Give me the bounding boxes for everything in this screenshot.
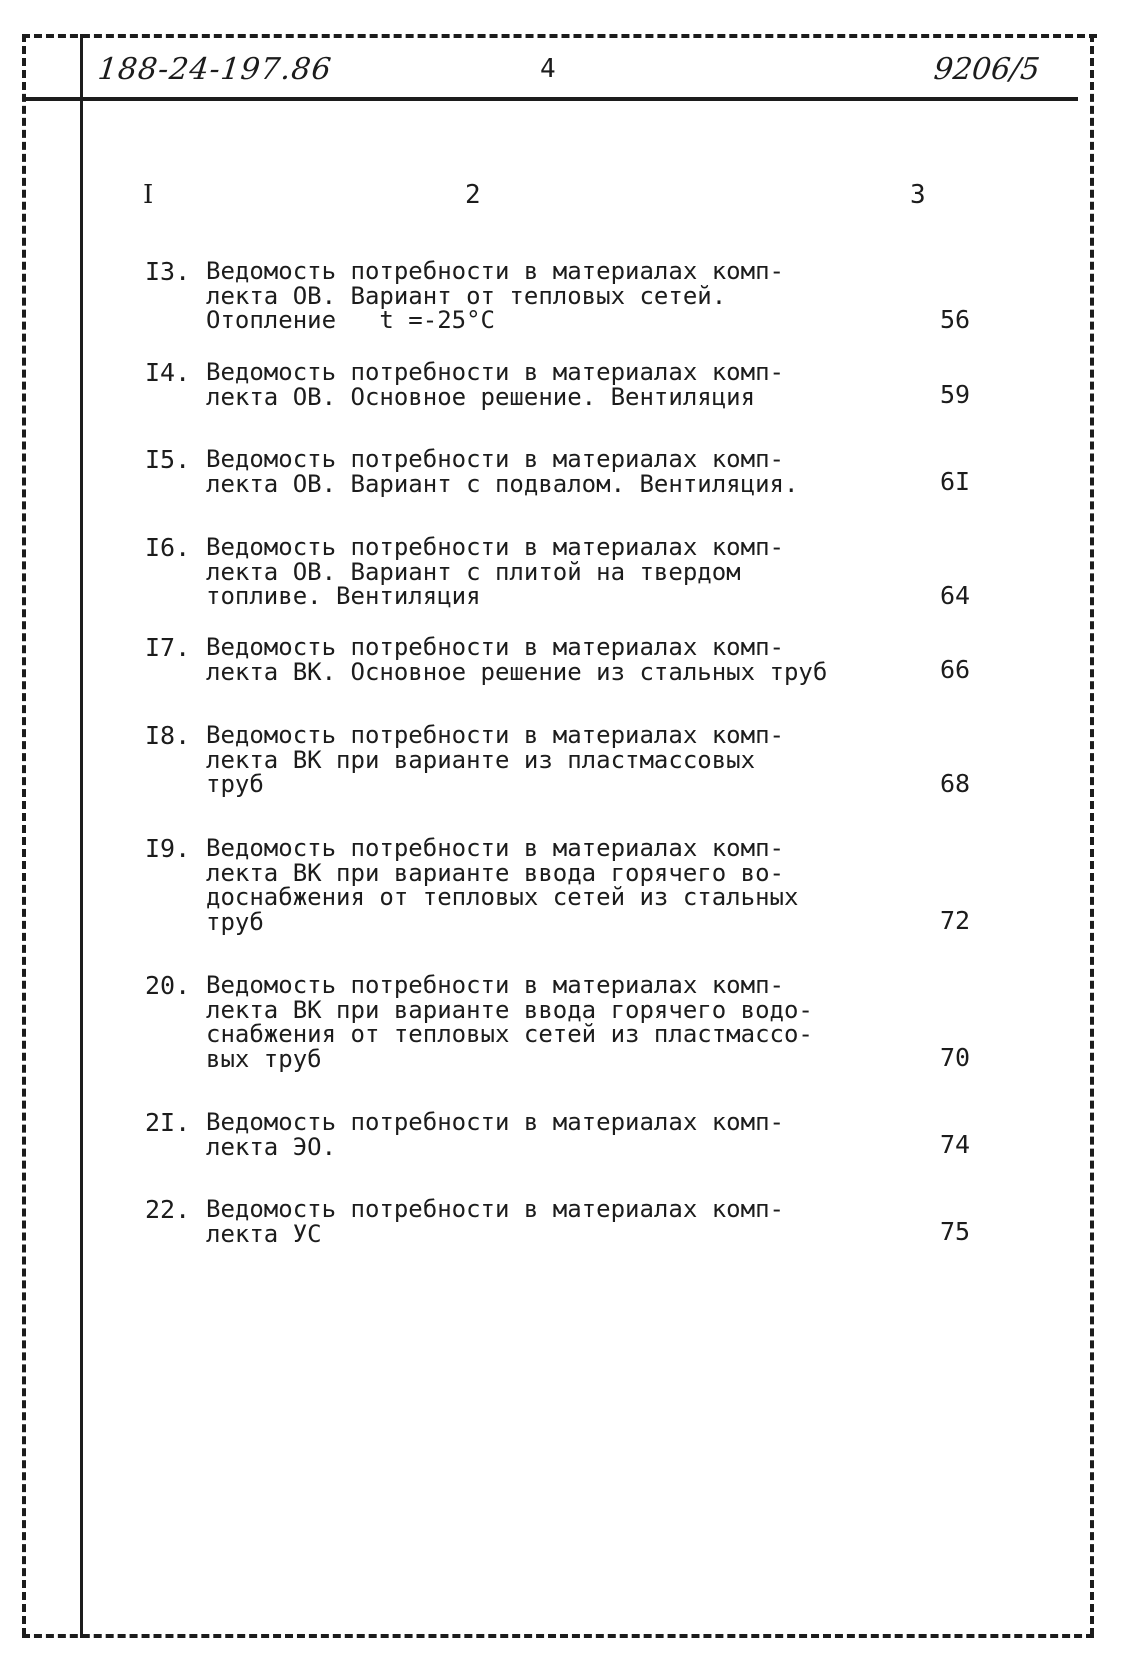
entry-page: 64 xyxy=(940,581,971,610)
entry-title: Ведомость потребности в материалах комп- лекта ОВ. Вариант от тепловых сетей. Отопление t =-25°C xyxy=(206,257,784,334)
entry-title: Ведомость потребности в материалах комп- лекта ВК. Основное решение из стальных труб xyxy=(206,633,828,686)
entry-page: 74 xyxy=(940,1130,971,1159)
frame-left-border xyxy=(22,34,26,1636)
frame-right-border xyxy=(1090,34,1094,1636)
binding-margin-line xyxy=(80,34,83,1638)
entry-title: Ведомость потребности в материалах комп- лекта ЭО. xyxy=(206,1108,784,1161)
entry-page: 66 xyxy=(940,655,971,684)
entry-title: Ведомость потребности в материалах комп- лекта ОВ. Вариант с подвалом. Вентиляция. xyxy=(206,445,799,498)
entry-number: 22. xyxy=(145,1195,191,1224)
entry-title: Ведомость потребности в материалах комп- лекта УС xyxy=(206,1195,784,1248)
header-rule xyxy=(22,97,1078,101)
entry-page: 68 xyxy=(940,769,971,798)
entry-number: I8. xyxy=(145,721,191,750)
entry-number: 20. xyxy=(145,971,191,1000)
entry-title: Ведомость потребности в материалах комп- лекта ОВ. Основное решение. Вентиляция xyxy=(206,358,784,411)
column-header-page: 3 xyxy=(910,180,926,210)
entry-number: I3. xyxy=(145,257,191,286)
sheet-code: 9206/5 xyxy=(932,52,1042,87)
entry-number: I7. xyxy=(145,633,191,662)
entry-number: 2I. xyxy=(145,1108,191,1137)
entry-page: 70 xyxy=(940,1043,971,1072)
entry-number: I5. xyxy=(145,445,191,474)
column-header-title: 2 xyxy=(465,180,481,210)
entry-number: I6. xyxy=(145,533,191,562)
entry-number: I9. xyxy=(145,834,191,863)
frame-bottom-border xyxy=(22,1634,1094,1638)
entry-page: 59 xyxy=(940,380,971,409)
entry-number: I4. xyxy=(145,358,191,387)
entry-title: Ведомость потребности в материалах комп- лекта ОВ. Вариант с плитой на твердом топливе. Вентиляция xyxy=(206,533,784,610)
entry-page: 56 xyxy=(940,305,971,334)
entry-title: Ведомость потребности в материалах комп- лекта ВК при варианте ввода горячего водо- снабжения от тепловых сетей из пластмассо- вых труб xyxy=(206,971,813,1073)
entry-title: Ведомость потребности в материалах комп- лекта ВК при варианте из пластмассовых труб xyxy=(206,721,784,798)
frame-top-border xyxy=(22,34,1097,38)
entry-page: 75 xyxy=(940,1217,971,1246)
column-header-number: I xyxy=(143,180,154,210)
entry-page: 6I xyxy=(940,467,971,496)
page-number: 4 xyxy=(540,54,556,84)
document-code: 188-24-197.86 xyxy=(96,52,334,87)
entry-title: Ведомость потребности в материалах комп- лекта ВК при варианте ввода горячего во- доснабжения от тепловых сетей из стальных труб xyxy=(206,834,799,936)
entry-page: 72 xyxy=(940,906,971,935)
